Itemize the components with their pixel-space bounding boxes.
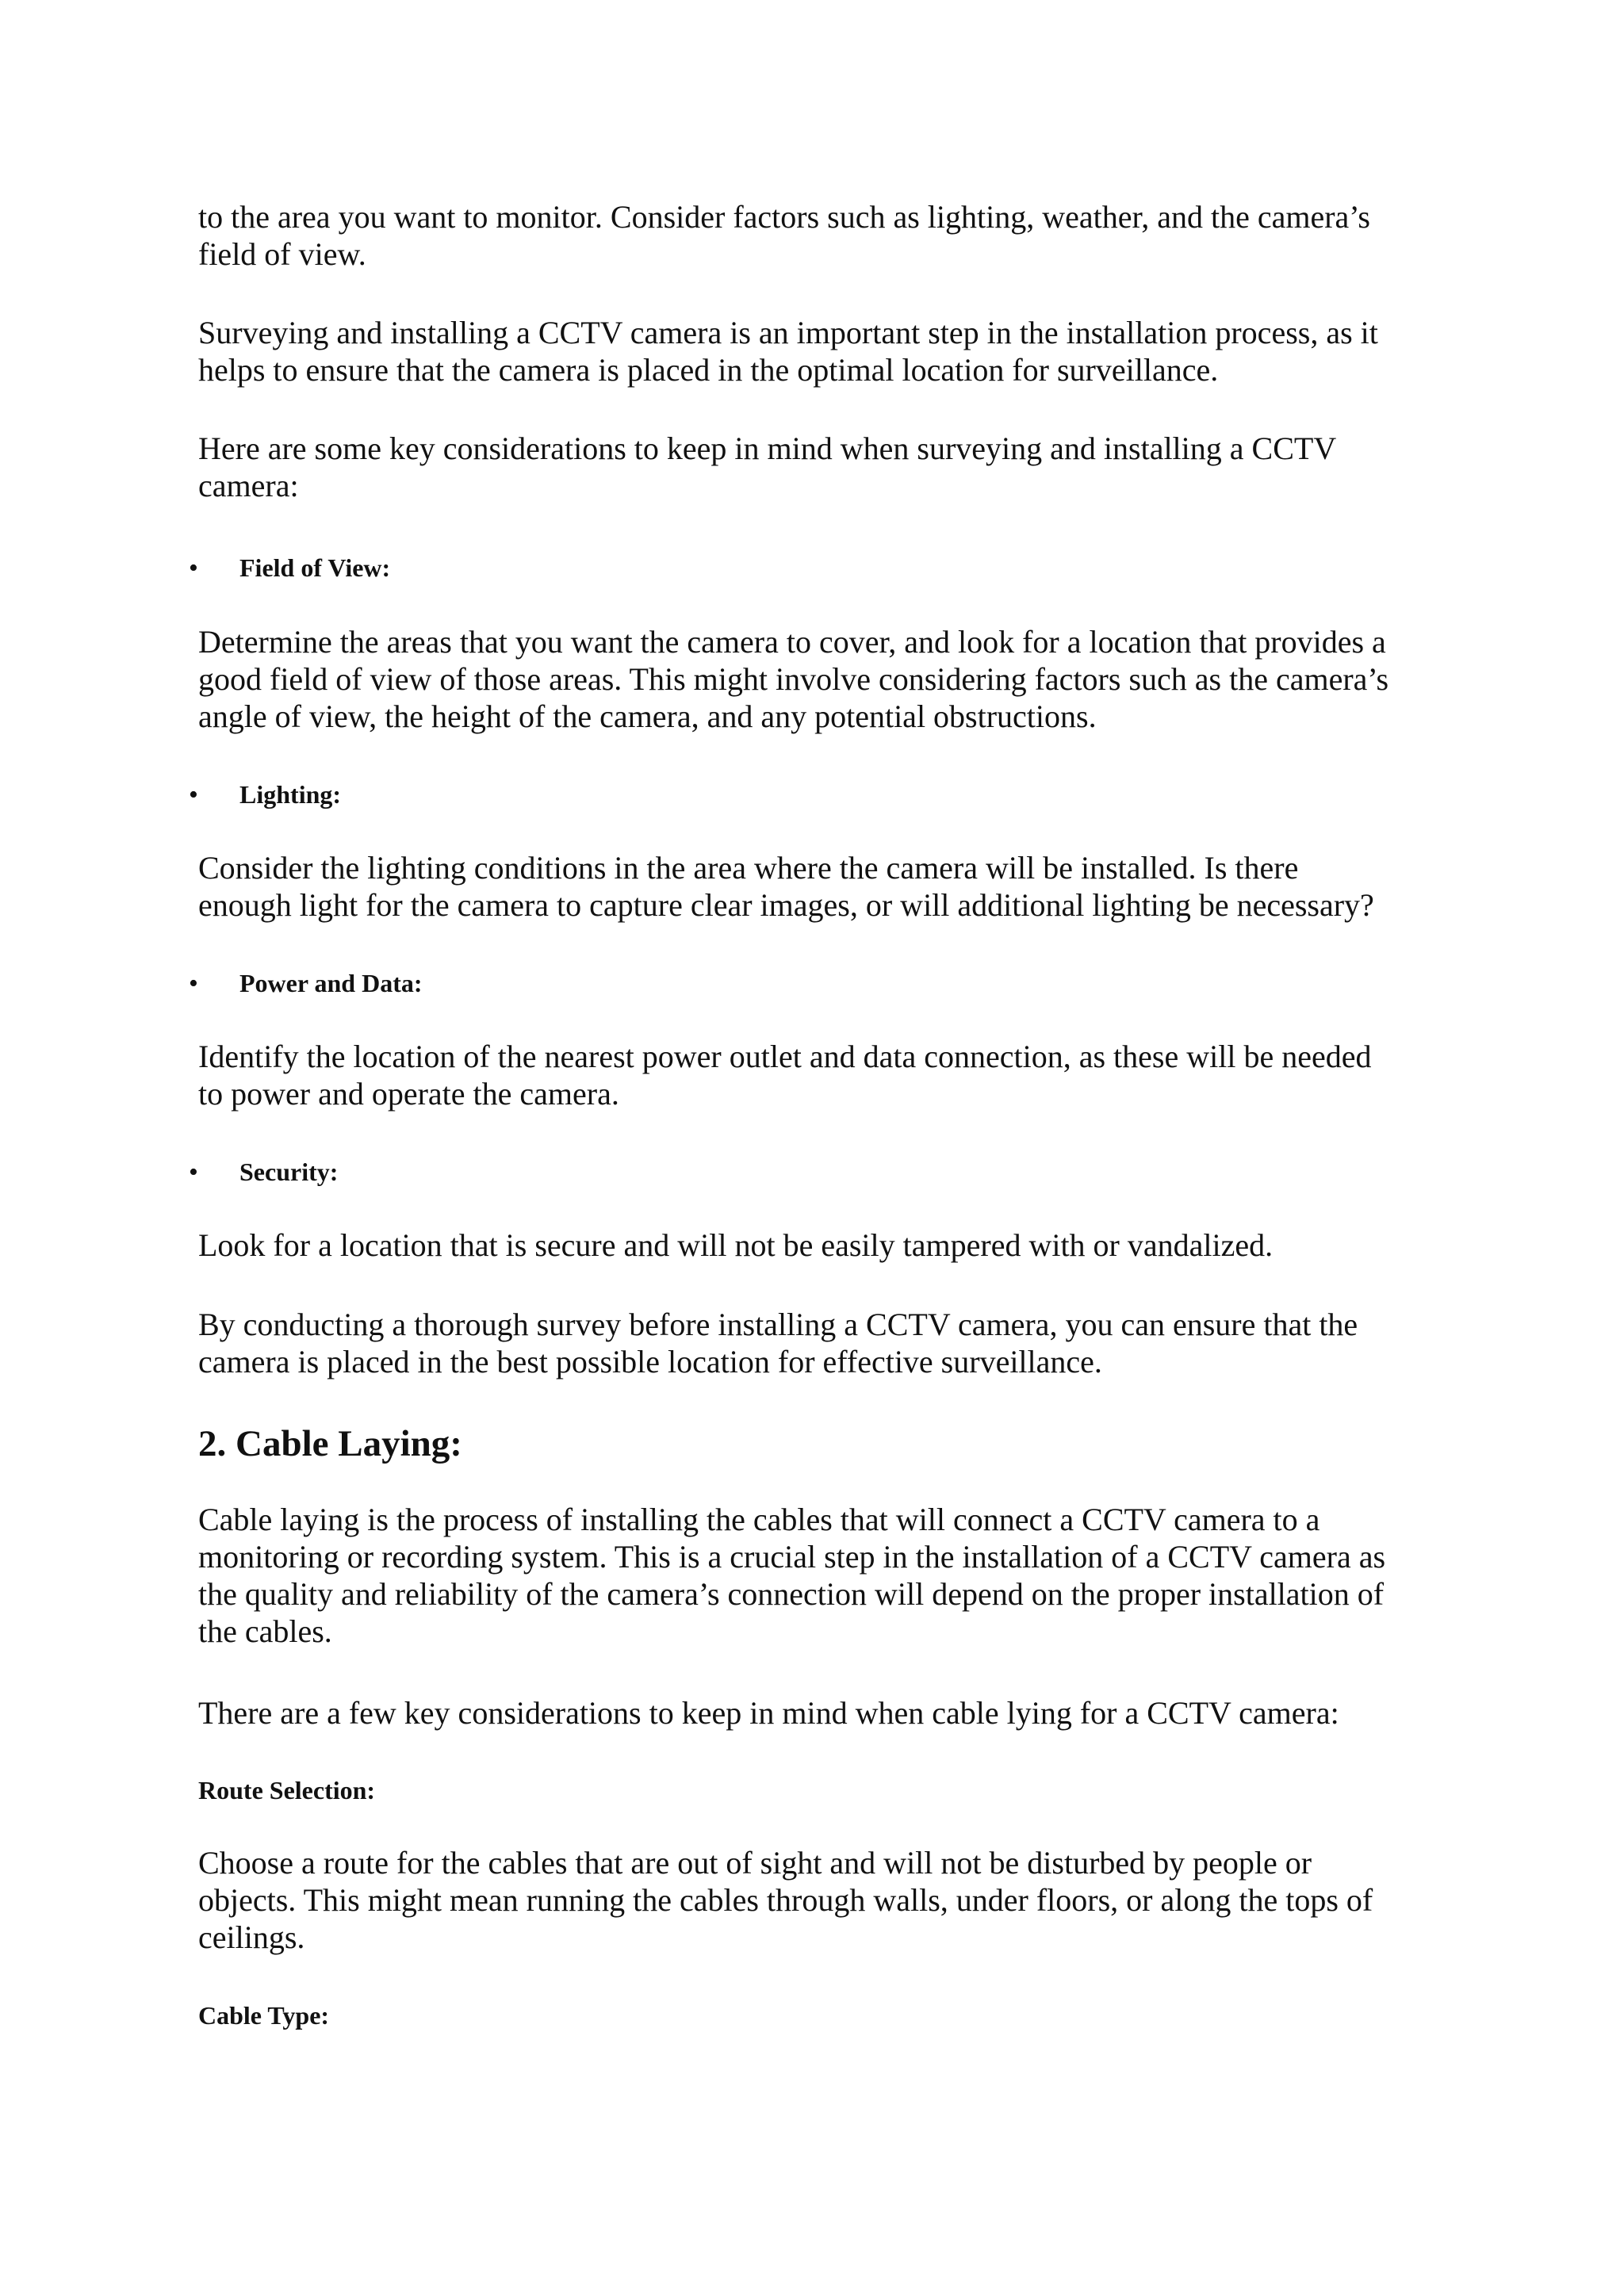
- lighting-paragraph: Consider the lighting conditions in the area where the camera will be installed. Is there enough light for the camera to capture clear images, or will additional lighting be necessary?: [198, 850, 1374, 923]
- subheading-route-selection: Route Selection:: [198, 1776, 376, 1804]
- bullet-marker: •: [189, 969, 198, 998]
- bullet-title: Field of View:: [239, 553, 391, 582]
- power-and-data-paragraph: Identify the location of the nearest power outlet and data connection, as these will be needed to power and operate the camera.: [198, 1039, 1372, 1112]
- route-selection-paragraph: Choose a route for the cables that are out of sight and will not be disturbed by people or objects. This might mean running the cables through walls, under floors, or along the tops of ceilings.: [198, 1845, 1373, 1955]
- bullet-marker: •: [189, 780, 198, 809]
- bullet-marker: •: [189, 553, 198, 583]
- bullet-security: [189, 1156, 338, 1188]
- cable-paragraph-2: There are a few key considerations to keep in mind when cable lying for a CCTV camera:: [198, 1695, 1339, 1731]
- survey-paragraph-2: Here are some key considerations to keep in mind when surveying and installing a CCTV camera:: [198, 430, 1337, 503]
- subheading-cable-type: Cable Type:: [198, 2001, 330, 2030]
- bullet-title: Lighting:: [239, 780, 342, 809]
- bullet-lighting: [189, 779, 341, 811]
- survey-conclusion-paragraph: By conducting a thorough survey before installing a CCTV camera, you can ensure that the camera is placed in the best possible location for effective surveillance.: [198, 1307, 1358, 1380]
- bullet-title: Security:: [239, 1158, 339, 1186]
- cable-paragraph-1: Cable laying is the process of installing the cables that will connect a CCTV camera to a monitoring or recording system. This is a crucial step in the installation of a CCTV camera as the quality and reliability of the camera’s connection will depend on the proper installation of the cables.: [198, 1502, 1386, 1649]
- field-of-view-paragraph: Determine the areas that you want the camera to cover, and look for a location that provides a good field of view of those areas. This might involve considering factors such as the camera’s angle of view, the height of the camera, and any potential obstructions.: [198, 624, 1389, 734]
- bullet-marker: •: [189, 1158, 198, 1187]
- section-heading-cable-laying: 2. Cable Laying:: [198, 1423, 462, 1464]
- intro-paragraph: to the area you want to monitor. Consider factors such as lighting, weather, and the camera’s field of view.: [198, 199, 1370, 272]
- bullet-title: Power and Data:: [239, 969, 423, 997]
- bullet-field-of-view: [189, 552, 390, 584]
- survey-paragraph-1: Surveying and installing a CCTV camera is an important step in the installation process, as it helps to ensure that the camera is placed in the optimal location for surveillance.: [198, 315, 1378, 388]
- security-paragraph: Look for a location that is secure and will not be easily tampered with or vandalized.: [198, 1227, 1274, 1263]
- bullet-power-and-data: [189, 967, 423, 1000]
